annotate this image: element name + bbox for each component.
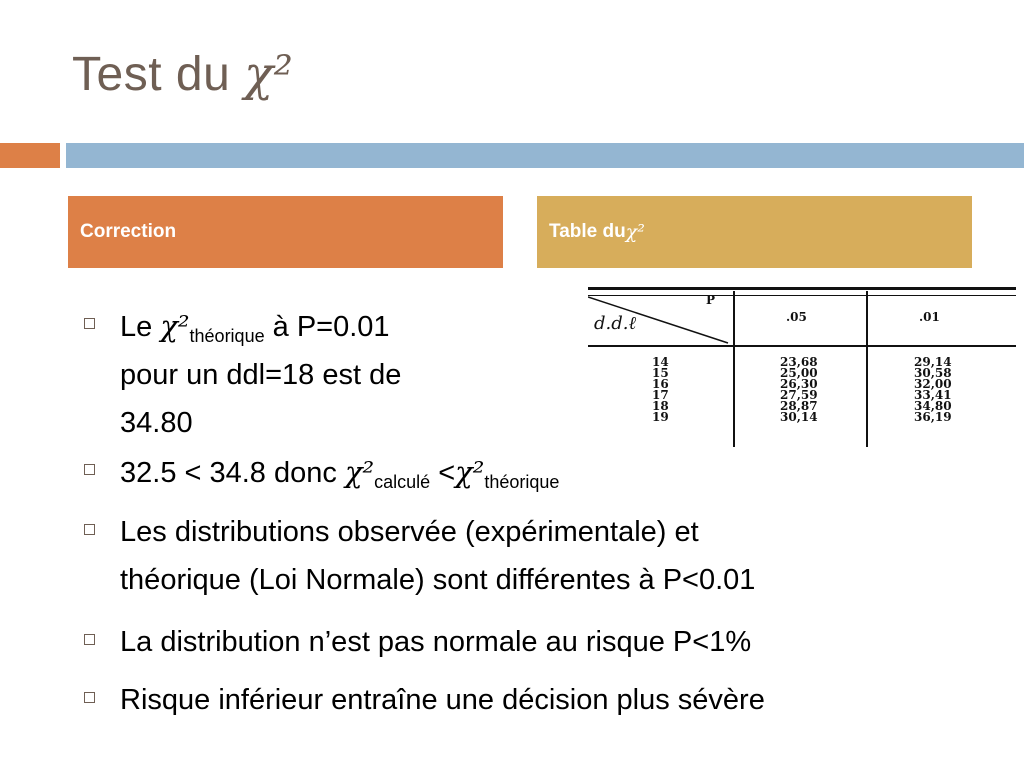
table-col-divider (866, 291, 868, 447)
table-col-divider (733, 291, 735, 447)
table-cell: 34,80 (914, 399, 952, 413)
chi-square-table-image (588, 283, 1016, 447)
bullet-line: Le $\chi^2_{théorique}$ à P=0.01 (120, 309, 390, 346)
table-p01-column (914, 357, 952, 423)
table-cell: 27,59 (780, 388, 818, 402)
bullet-square-icon (84, 318, 95, 329)
header-chi-table (537, 196, 972, 268)
table-cell: 19 (652, 410, 669, 424)
table-cell: 23,68 (780, 355, 818, 369)
bullet-text: La distribution n’est pas normale au risque P<1% (120, 626, 752, 658)
table-col-header-05: .05 (786, 310, 807, 324)
table-ddl-label: d.d.ℓ (594, 313, 636, 334)
bullet-square-icon (84, 524, 95, 535)
accent-bar-orange (0, 143, 60, 168)
title-chi-symbol: χ² (244, 46, 294, 102)
table-cell: 30,14 (780, 410, 818, 424)
header-correction-label: Correction (80, 221, 177, 242)
bullet-square-icon (84, 634, 95, 645)
slide-title (72, 46, 293, 102)
bullet-square-icon (84, 692, 95, 703)
table-cell: 29,14 (914, 355, 952, 369)
bullet-line: théorique (Loi Normale) sont différentes à P<0.01 (120, 564, 756, 596)
table-cell: 26,30 (780, 377, 818, 391)
header-chi-table-label: Table du (549, 221, 626, 242)
table-cell: 18 (652, 399, 669, 413)
title-text: Test du (72, 48, 245, 101)
header-correction (68, 196, 503, 268)
table-cell: 32,00 (914, 377, 952, 391)
accent-bar-blue (66, 143, 1024, 168)
table-cell: 28,87 (780, 399, 818, 413)
table-cell: 33,41 (914, 388, 952, 402)
table-cell: 15 (652, 366, 669, 380)
table-cell: 30,58 (914, 366, 952, 380)
table-col-header-01: .01 (919, 310, 940, 324)
table-cell: 16 (652, 377, 669, 391)
bullet-line: Les distributions observée (expérimentale) et (120, 516, 699, 548)
bullet-square-icon (84, 464, 95, 475)
table-cell: 17 (652, 388, 669, 402)
header-chi-symbol: χ² (625, 221, 645, 243)
bullet-line: pour un ddl=18 est de (120, 359, 402, 391)
bullet-text: Risque inférieur entraîne une décision plus sévère (120, 684, 765, 716)
table-cell: 25,00 (780, 366, 818, 380)
bullet-line: 34.80 (120, 407, 193, 439)
table-p-label: P (706, 293, 716, 307)
table-ddl-column (652, 357, 669, 423)
table-cell: 36,19 (914, 410, 952, 424)
table-cell: 14 (652, 355, 669, 369)
table-p05-column (780, 357, 818, 423)
